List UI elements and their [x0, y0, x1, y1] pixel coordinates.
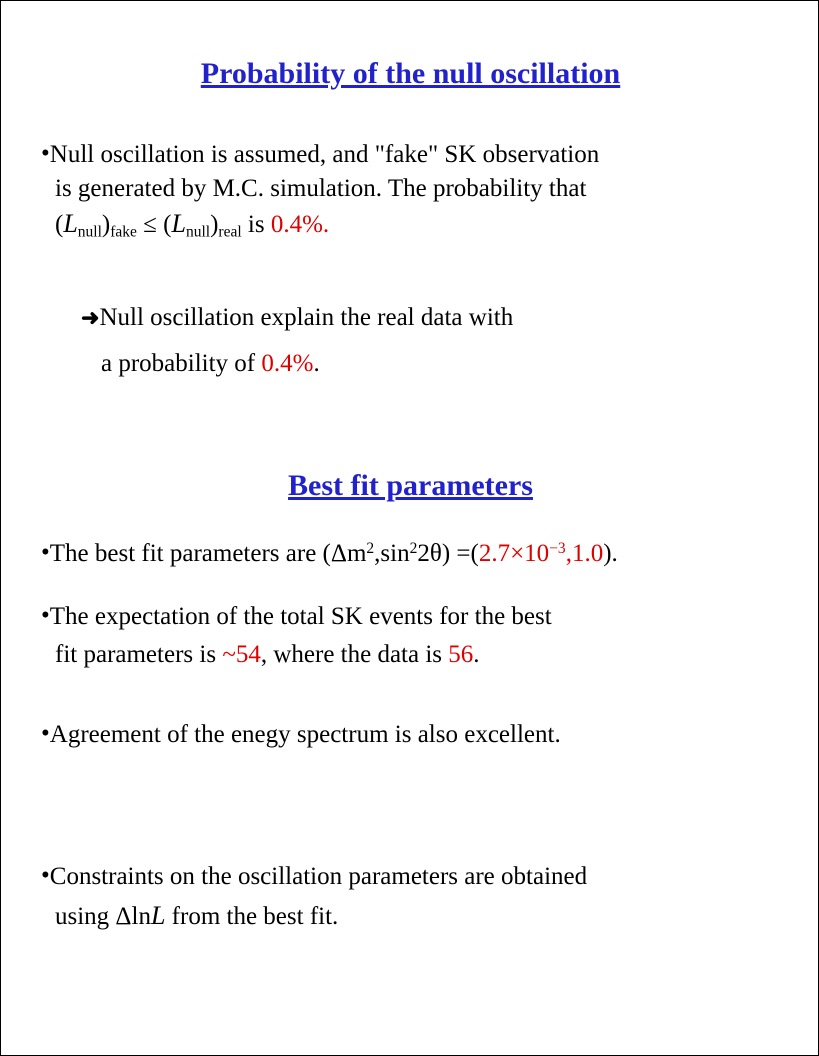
- bullet-text: Null oscillation is assumed, and "fake" SK observation: [49, 141, 600, 168]
- likelihood-symbol: L: [150, 900, 166, 930]
- theta-term: 2θ) =(: [417, 540, 479, 567]
- less-equal-symbol: ≤: [143, 210, 157, 238]
- bullet-dot: •: [41, 539, 50, 566]
- bullet-block-conclusion: [41, 301, 801, 381]
- paren-open-2: (: [163, 210, 172, 238]
- superscript-2b: 2: [409, 539, 418, 557]
- bullet-text: The best fit parameters are (Δm: [49, 540, 367, 567]
- bullet-line: [41, 137, 801, 172]
- bullet-line: [41, 536, 819, 571]
- bullet-text: Null oscillation explain the real data with: [99, 304, 514, 331]
- observed-events-value: 56: [448, 640, 474, 668]
- bullet-line: [41, 301, 801, 335]
- subscript-real: real: [218, 222, 242, 240]
- is-word: is: [247, 210, 265, 238]
- bullet-line: [41, 717, 819, 752]
- bullet-text: fit parameters is: [55, 640, 217, 668]
- likelihood-symbol: L: [63, 208, 78, 238]
- arrow-right-icon: ➜: [81, 305, 100, 330]
- bullet-line: [41, 859, 819, 894]
- section-title-best-fit: Best fit parameters: [288, 469, 533, 502]
- subscript-fake: fake: [110, 222, 137, 240]
- subscript-null: null: [77, 222, 102, 240]
- bullet-text: using Δln: [55, 902, 151, 930]
- bullet-text: The expectation of the total SK events for the best: [49, 603, 552, 630]
- delta-m2-exponent: −3: [549, 539, 566, 557]
- bullet-text-mid: , where the data is: [260, 640, 443, 668]
- bullet-line: [41, 172, 801, 206]
- bullet-block-spectrum-agreement: [41, 717, 819, 752]
- bullet-line: [41, 335, 801, 381]
- expected-events-value: ~54: [222, 640, 261, 668]
- bullet-line-likelihood: [41, 206, 801, 243]
- bullet-line: [41, 634, 819, 672]
- paren-close: ): [101, 210, 111, 238]
- bullet-text-mid: ,sin: [374, 540, 410, 567]
- paren-open: (: [55, 210, 64, 238]
- subscript-null-2: null: [185, 222, 211, 240]
- sin2-value: ,1.0: [565, 540, 604, 567]
- bullet-block-null-oscillation: [41, 137, 801, 243]
- bullet-block-best-fit-params: [41, 536, 819, 571]
- superscript-2: 2: [366, 539, 375, 557]
- page-title: Probability of the null oscillation: [200, 57, 621, 90]
- probability-value: 0.4%: [270, 210, 323, 238]
- bullet-dot: •: [41, 602, 50, 629]
- bullet-block-constraints: [41, 859, 819, 934]
- bullet-dot: •: [41, 140, 50, 167]
- probability-value: 0.4%: [261, 349, 314, 377]
- bullet-text: Agreement of the enegy spectrum is also excellent.: [49, 721, 561, 748]
- period: .: [473, 640, 480, 668]
- bullet-text: Constraints on the oscillation parameters are obtained: [49, 863, 588, 890]
- paren-close: ).: [603, 540, 618, 567]
- period: .: [313, 349, 320, 377]
- period: .: [322, 210, 330, 238]
- bullet-block-event-expectation: [41, 599, 819, 672]
- likelihood-symbol-2: L: [171, 208, 186, 238]
- bullet-text-end: from the best fit.: [165, 902, 339, 930]
- paren-close-2: ): [210, 210, 219, 238]
- delta-m2-value: 2.7×10: [478, 540, 550, 567]
- bullet-dot: •: [41, 720, 50, 747]
- bullet-line: [41, 599, 819, 634]
- bullet-text: is generated by M.C. simulation. The probability that: [55, 174, 587, 202]
- bullet-line: [41, 894, 819, 934]
- bullet-dot: •: [41, 862, 50, 889]
- bullet-text: a probability of: [101, 349, 256, 377]
